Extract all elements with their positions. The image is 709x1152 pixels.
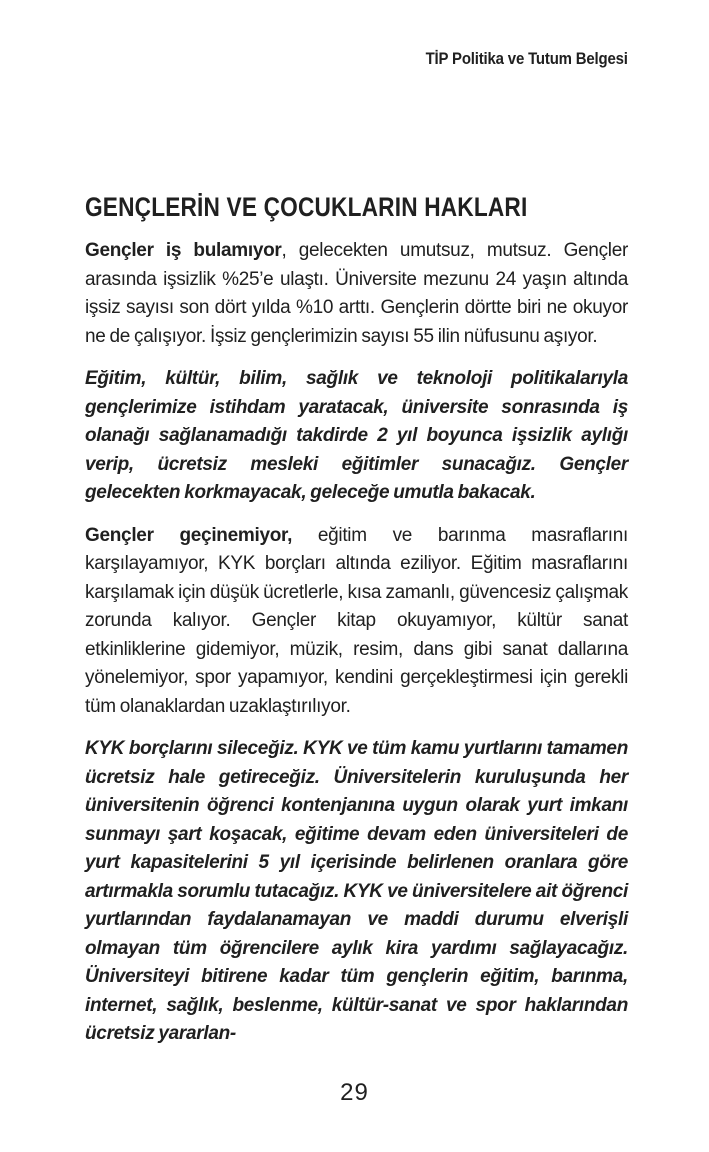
paragraphs-container: [85, 237, 628, 1049]
paragraph-text: Eğitim, kültür, bilim, sağlık ve teknoloji politikalarıyla gençlerimize istihdam yaratacak, üniversite sonrasında iş olanağı sağlanamadığı takdirde 2 yıl boyunca işsizlik aylığı verip, ücretsiz mesleki eğitimler sunacağız. Gençler gelecekten korkmayacak, geleceğe umutla bakacak.: [85, 368, 628, 503]
page-body: [85, 192, 628, 1049]
paragraph-text: KYK borçlarını sileceğiz. KYK ve tüm kamu yurtlarını tamamen ücretsiz hale getireceğiz. Üniversitelerin kuruluşunda her üniversitenin öğrenci kontenjanına uygun olarak yurt imkanı sunmayı şart koşacak, eğitime devam eden üniversiteleri de yurt kapasitelerini 5 yıl içerisinde belirlenen oranlara göre artırmakla sorumlu tutacağız. KYK ve üniversitelere ait öğrenci yurtlarından faydalanamayan ve maddi durumu elverişli olmayan tüm öğrencilere aylık kira yardımı sağlayacağız. Üniversiteyi bitirene kadar tüm gençlerin eğitim, barınma, internet, sağlık, beslenme, kültür-sanat ve spor haklarından ücretsiz yararlan-: [85, 738, 628, 1044]
paragraph-lead-text: Gençler geçinemiyor,: [85, 524, 293, 546]
page-number: 29: [340, 1079, 369, 1106]
paragraph-text: eğitim ve barınma masraflarını karşılayamıyor, KYK borçları altında eziliyor. Eğitim masraflarını karşılamak için düşük ücretlerle, kısa zamanlı, güvencesiz çalışmak zorunda kalıyor. Gençler kitap okuyamıyor, kültür sanat etkinliklerine gidemiyor, müzik, resim, dans gibi sanat dallarına yönelemiyor, spor yapamıyor, kendini gerçekleştirmesi için gerekli tüm olanaklardan uzaklaştırılıyor.: [85, 524, 628, 717]
paragraph-text: , gelecekten umutsuz, mutsuz. Gençler arasında işsizlik %25’e ulaştı. Üniversite mezunu 24 yaşın altında işsiz sayısı son dört yılda %10 arttı. Gençlerin dörtte biri ne okuyor ne de çalışıyor. İşsiz gençlerimizin sayısı 55 ilin nüfusunu aşıyor.: [85, 240, 628, 347]
paragraph: [85, 237, 628, 351]
paragraph-lead-text: Gençler iş bulamıyor: [85, 240, 282, 261]
paragraph: [85, 735, 628, 1049]
paragraph: [85, 522, 628, 722]
paragraph: [85, 365, 628, 508]
section-heading: GENÇLERİN VE ÇOCUKLARIN HAKLARI: [85, 192, 528, 222]
running-header: TİP Politika ve Tutum Belgesi: [425, 49, 628, 68]
